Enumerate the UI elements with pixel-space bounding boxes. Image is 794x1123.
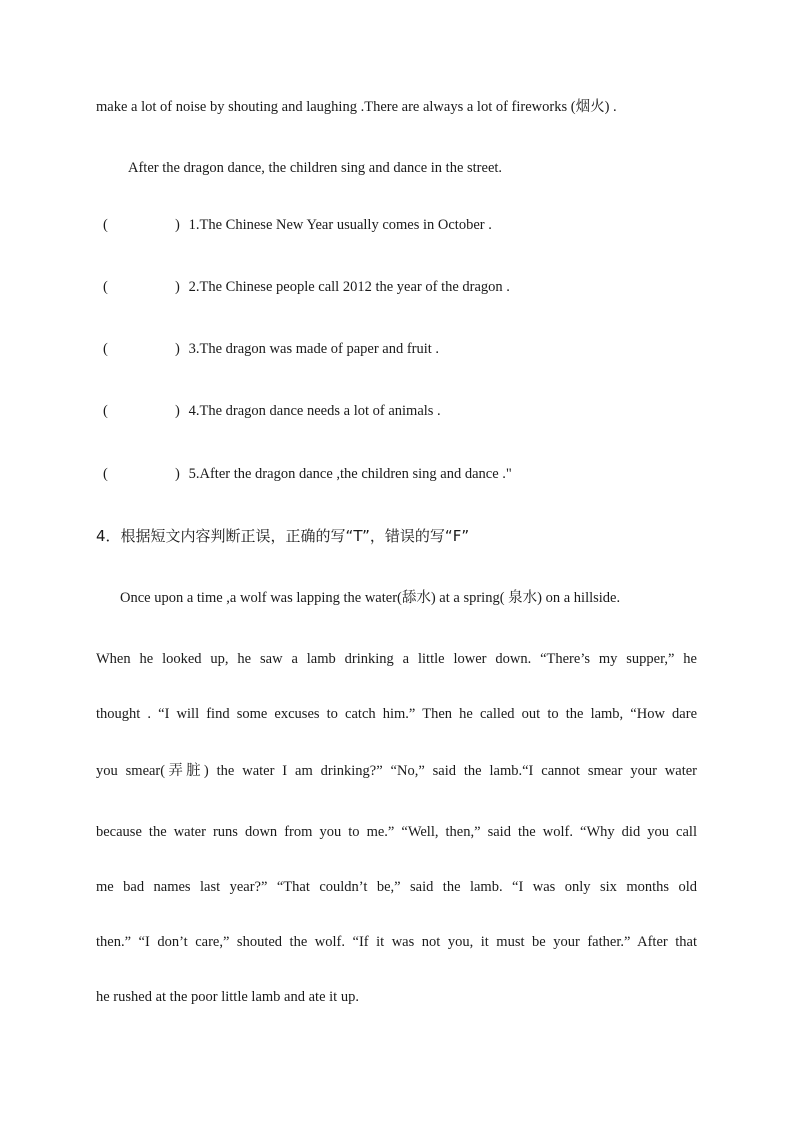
passage2-line-8: he rushed at the poor little lamb and ate it up. <box>96 989 359 1005</box>
question-4 <box>103 402 441 420</box>
answer-blank-close: ) <box>175 466 180 482</box>
question-1 <box>103 216 492 234</box>
section-4-heading: 4．根据短文内容判断正误，正确的写“T”，错误的写“F” <box>96 527 470 545</box>
passage1-line-1: make a lot of noise by shouting and laughing .There are always a lot of fireworks (烟火) . <box>96 99 617 115</box>
question-text: 2.The Chinese people call 2012 the year of the dragon . <box>188 279 510 295</box>
passage2-line-5: because the water runs down from you to me.” “Well, then,” said the wolf. “Why did you call <box>96 824 697 840</box>
answer-blank-close: ) <box>175 217 180 233</box>
passage2-line-4: you smear(弄脏) the water I am drinking?” “No,” said the lamb.“I cannot smear your water <box>96 763 697 779</box>
question-5 <box>103 465 512 483</box>
passage1-line-2: After the dragon dance, the children sing and dance in the street. <box>128 160 503 176</box>
answer-blank-open: ( <box>103 466 108 482</box>
passage2-line-1: Once upon a time ,a wolf was lapping the water(舔水) at a spring( 泉水) on a hillside. <box>120 590 621 606</box>
answer-blank-open: ( <box>103 279 108 295</box>
answer-blank-open: ( <box>103 217 108 233</box>
passage2-line-2: When he looked up, he saw a lamb drinking a little lower down. “There’s my supper,” he <box>96 651 697 667</box>
passage2-line-7: then.” “I don’t care,” shouted the wolf. “If it was not you, it must be your father.” After that <box>96 934 697 950</box>
answer-blank-close: ) <box>175 341 180 357</box>
answer-blank-open: ( <box>103 403 108 419</box>
passage2-line-3: thought . “I will find some excuses to catch him.” Then he called out to the lamb, “How dare <box>96 706 697 722</box>
question-3 <box>103 340 439 358</box>
question-2 <box>103 278 510 296</box>
answer-blank-open: ( <box>103 341 108 357</box>
answer-blank-close: ) <box>175 403 180 419</box>
passage2-line-6: me bad names last year?” “That couldn’t be,” said the lamb. “I was only six months old <box>96 879 697 895</box>
question-text: 1.The Chinese New Year usually comes in October . <box>188 217 492 233</box>
question-text: 4.The dragon dance needs a lot of animals . <box>188 403 441 419</box>
question-text: 5.After the dragon dance ,the children sing and dance ." <box>188 466 512 482</box>
answer-blank-close: ) <box>175 279 180 295</box>
question-text: 3.The dragon was made of paper and fruit . <box>188 341 440 357</box>
